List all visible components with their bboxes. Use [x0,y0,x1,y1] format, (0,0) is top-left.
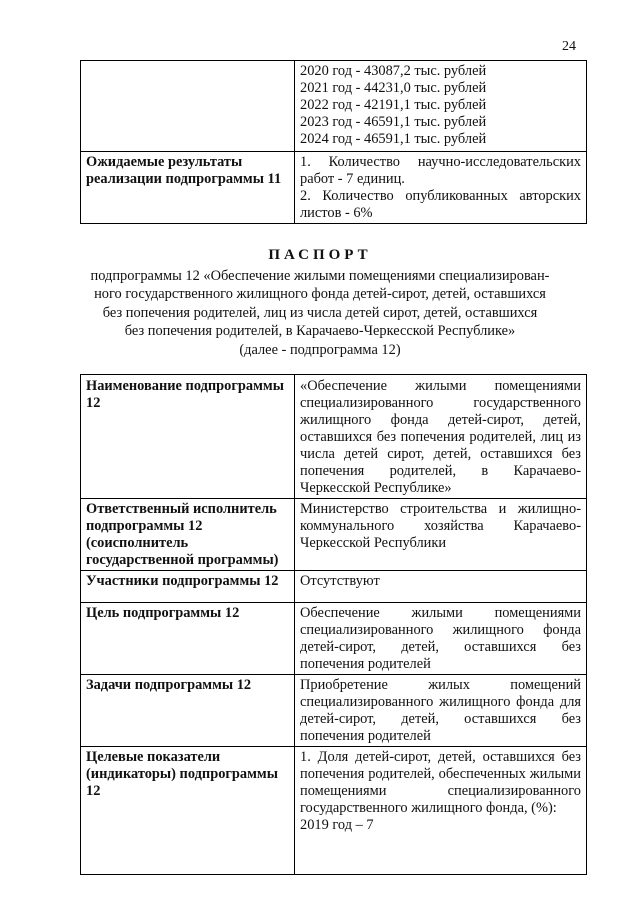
row-label-name: Наименование подпрограммы 12 [81,375,295,499]
table-row [81,571,587,603]
funding-continuation-table [80,60,587,224]
row-value-goal: Обеспечение жилыми помещениями специализированного жилищного фонда детей-сирот, детей, оставшихся без попечения родителей [295,603,587,675]
page-number: 24 [562,39,576,54]
funding-year-line: 2020 год - 43087,2 тыс. рублей [300,63,487,79]
funding-year-line: 2024 год - 46591,1 тыс. рублей [300,131,487,147]
table-row [81,675,587,747]
funding-year-line: 2023 год - 46591,1 тыс. рублей [300,114,487,130]
row-label-executor: Ответственный исполнитель подпрограммы 12 (соисполнитель государственной программы) [81,499,295,571]
table-row [81,603,587,675]
row-label-tasks: Задачи подпрограммы 12 [81,675,295,747]
table-row [81,61,587,152]
subtitle-line: без попечения родителей, лиц из числа детей сирот, детей, оставшихся [102,304,538,321]
subtitle-line: ного государственного жилищного фонда детей-сирот, детей, оставшихся [94,286,546,303]
passport-table [80,374,587,875]
row-value-indicators [295,747,587,875]
funding-years-cell [295,61,587,152]
row-value-tasks: Приобретение жилых помещений специализированного жилищного фонда для детей-сирот, детей, оставшихся без попечения родителей [295,675,587,747]
table-row [81,375,587,499]
row-label-goal: Цель подпрограммы 12 [81,603,295,675]
indicator-year-value: 2019 год – 7 [300,817,374,833]
expected-results-cell [295,152,587,224]
row-label-indicators: Целевые показатели (индикаторы) подпрограммы 12 [81,747,295,875]
empty-label-cell [81,61,295,152]
indicator-description: 1. Доля детей-сирот, детей, оставшихся без попечения родителей, обеспеченных жилыми помещениями специализированного государственного жилищного фонда, (%): [300,749,581,816]
funding-year-line: 2021 год - 44231,0 тыс. рублей [300,80,487,96]
passport-heading: ПАСПОРТ [268,247,372,263]
subtitle-line: подпрограммы 12 «Обеспечение жилыми помещениями специализирован- [90,268,550,284]
expected-result-item: 1. Количество научно-исследовательских работ - 7 единиц. [300,154,581,187]
row-value-name: «Обеспечение жилыми помещениями специализированного государственного жилищного фонда детей-сирот, детей, оставшихся без попечения родителей, лиц из числа детей сирот, детей, оставшихся без попечения родителей, в Карачаево-Черкесской Республике» [295,375,587,499]
row-label-participants: Участники подпрограммы 12 [81,571,295,603]
expected-result-item: 2. Количество опубликованных авторских листов - 6% [300,188,581,221]
table-row [81,499,587,571]
row-value-participants: Отсутствуют [295,571,587,603]
row-value-executor: Министерство строительства и жилищно-коммунального хозяйства Карачаево-Черкесской Республики [295,499,587,571]
passport-subtitle [60,267,580,359]
subtitle-line: без попечения родителей, в Карачаево-Черкесской Республике» [124,323,516,340]
table-row [81,747,587,875]
funding-year-line: 2022 год - 42191,1 тыс. рублей [300,97,487,113]
expected-results-label: Ожидаемые результаты реализации подпрограммы 11 [81,152,295,224]
subtitle-line: (далее - подпрограмма 12) [239,341,401,358]
table-row [81,152,587,224]
